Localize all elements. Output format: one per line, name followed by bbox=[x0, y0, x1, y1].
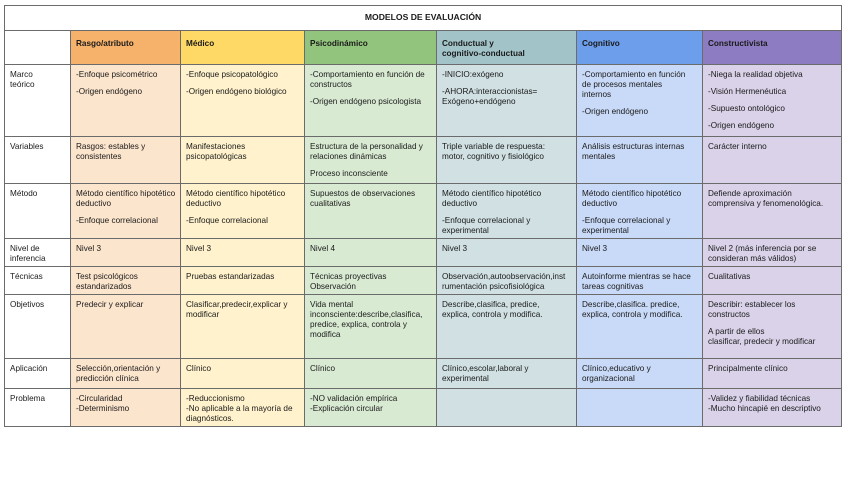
cell-psicodinamico bbox=[305, 295, 437, 359]
cell-cognitivo bbox=[577, 389, 703, 427]
line-gap bbox=[310, 162, 432, 169]
cell-text: Defiende aproximación comprensiva y fenomenológica. bbox=[708, 189, 824, 208]
table-row bbox=[5, 65, 842, 137]
column-header-conductual bbox=[437, 31, 577, 65]
cell-constructivista bbox=[703, 359, 842, 389]
row-label-text: Objetivos bbox=[10, 300, 45, 309]
cell-text: Método científico hipotético deductivo bbox=[582, 189, 682, 208]
cell-text: Clínico bbox=[310, 364, 336, 373]
cell-text: Método científico hipotético deductivo bbox=[76, 189, 176, 208]
row-label bbox=[5, 184, 71, 239]
cell-text: Observación,autoobservación,inst rumentación psicofisiológica bbox=[442, 272, 566, 291]
cell-constructivista bbox=[703, 239, 842, 267]
column-header-label: Psicodinámico bbox=[310, 39, 368, 48]
column-header-blank bbox=[5, 31, 71, 65]
row-label-text: Aplicación bbox=[10, 364, 48, 373]
column-header-label: Médico bbox=[186, 39, 215, 48]
cell-text: -Enfoque psicométrico bbox=[76, 70, 158, 79]
cell-rasgo-atributo bbox=[71, 239, 181, 267]
cell-text: -Niega la realidad objetiva bbox=[708, 70, 803, 79]
cell-constructivista bbox=[703, 267, 842, 295]
cell-rasgo-atributo bbox=[71, 267, 181, 295]
row-label-text: Variables bbox=[10, 142, 44, 151]
cell-text: Nivel 3 bbox=[442, 244, 468, 253]
line-gap bbox=[582, 394, 698, 401]
cell-medico bbox=[181, 359, 305, 389]
table-body bbox=[5, 65, 842, 427]
cell-text: Proceso inconsciente bbox=[310, 169, 388, 178]
line-gap bbox=[442, 209, 572, 216]
cell-text: Describir: establecer los constructos bbox=[708, 300, 796, 319]
cell-conductual bbox=[437, 65, 577, 137]
cell-text: Vida mental inconsciente:describe,clasifica, predice, explica, controla y modifica bbox=[310, 300, 423, 339]
line-gap bbox=[186, 209, 300, 216]
cell-conductual bbox=[437, 137, 577, 184]
line-gap bbox=[582, 209, 698, 216]
cell-rasgo-atributo bbox=[71, 137, 181, 184]
cell-text: -Origen endógeno bbox=[582, 107, 649, 116]
cell-text: -Origen endógeno psicologista bbox=[310, 97, 422, 106]
cell-rasgo-atributo bbox=[71, 184, 181, 239]
cell-text: -AHORA:interaccionistas= Exógeno+endógeno bbox=[442, 87, 538, 106]
cell-text: -Enfoque correlacional bbox=[186, 216, 268, 225]
cell-text: -Origen endógeno biológico bbox=[186, 87, 287, 96]
cell-psicodinamico bbox=[305, 239, 437, 267]
cell-constructivista bbox=[703, 65, 842, 137]
table-title: MODELOS DE EVALUACIÓN bbox=[5, 6, 842, 31]
cell-text: -Circularidad -Determinismo bbox=[76, 394, 130, 413]
cell-text: Manifestaciones psicopatológicas bbox=[186, 142, 247, 161]
row-label bbox=[5, 137, 71, 184]
row-label bbox=[5, 359, 71, 389]
cell-text: -Comportamiento en función de constructos bbox=[310, 70, 425, 89]
table-row bbox=[5, 137, 842, 184]
cell-psicodinamico bbox=[305, 359, 437, 389]
cell-text: Principalmente clínico bbox=[708, 364, 788, 373]
cell-medico bbox=[181, 65, 305, 137]
table-row bbox=[5, 389, 842, 427]
evaluation-models-sheet bbox=[4, 5, 841, 427]
cell-rasgo-atributo bbox=[71, 65, 181, 137]
cell-psicodinamico bbox=[305, 65, 437, 137]
line-gap bbox=[310, 90, 432, 97]
cell-text: Nivel 4 bbox=[310, 244, 336, 253]
cell-text: Clínico,escolar,laboral y experimental bbox=[442, 364, 529, 383]
cell-constructivista bbox=[703, 389, 842, 427]
row-label bbox=[5, 65, 71, 137]
cell-conductual bbox=[437, 389, 577, 427]
column-header-label: Constructivista bbox=[708, 39, 768, 48]
cell-text: Método científico hipotético deductivo bbox=[186, 189, 286, 208]
cell-rasgo-atributo bbox=[71, 295, 181, 359]
cell-constructivista bbox=[703, 137, 842, 184]
cell-text: -NO validación empírica -Explicación circular bbox=[310, 394, 398, 413]
cell-constructivista bbox=[703, 295, 842, 359]
cell-text: -Enfoque correlacional y experimental bbox=[582, 216, 671, 235]
row-label bbox=[5, 267, 71, 295]
row-label-text: Método bbox=[10, 189, 38, 198]
column-header-label: Rasgo/atributo bbox=[76, 39, 134, 48]
cell-text: Clínico bbox=[186, 364, 212, 373]
cell-text: Autoinforme mientras se hace tareas cognitivas bbox=[582, 272, 691, 291]
cell-cognitivo bbox=[577, 267, 703, 295]
cell-text: Pruebas estandarizadas bbox=[186, 272, 275, 281]
row-label bbox=[5, 239, 71, 267]
line-gap bbox=[708, 320, 837, 327]
cell-medico bbox=[181, 267, 305, 295]
cell-text: Nivel 3 bbox=[76, 244, 102, 253]
cell-cognitivo bbox=[577, 359, 703, 389]
cell-text: Carácter interno bbox=[708, 142, 767, 151]
line-gap bbox=[708, 80, 837, 87]
cell-text: Estructura de la personalidad y relaciones dinámicas bbox=[310, 142, 423, 161]
cell-medico bbox=[181, 295, 305, 359]
cell-text: -Validez y fiabilidad técnicas -Mucho hincapié en descriptivo bbox=[708, 394, 821, 413]
row-label-text: Marco teórico bbox=[10, 70, 35, 89]
cell-constructivista bbox=[703, 184, 842, 239]
cell-text: Test psicológicos estandarizados bbox=[76, 272, 138, 291]
table-row bbox=[5, 267, 842, 295]
line-gap bbox=[708, 97, 837, 104]
cell-text: Selección,orientación y predicción clínica bbox=[76, 364, 161, 383]
table-row bbox=[5, 359, 842, 389]
cell-text: Método científico hipotético deductivo bbox=[442, 189, 542, 208]
table-row bbox=[5, 295, 842, 359]
cell-text: Cualitativas bbox=[708, 272, 751, 281]
line-gap bbox=[582, 100, 698, 107]
cell-text: Nivel 3 bbox=[186, 244, 212, 253]
models-table bbox=[4, 5, 842, 427]
column-header-psicodinamico bbox=[305, 31, 437, 65]
cell-text: -Origen endógeno bbox=[708, 121, 775, 130]
row-label-text: Nivel de inferencia bbox=[10, 244, 46, 263]
line-gap bbox=[442, 80, 572, 87]
cell-rasgo-atributo bbox=[71, 389, 181, 427]
cell-text: -INICIO:exógeno bbox=[442, 70, 504, 79]
cell-conductual bbox=[437, 239, 577, 267]
column-header-label: Cognitivo bbox=[582, 39, 620, 48]
cell-psicodinamico bbox=[305, 137, 437, 184]
cell-cognitivo bbox=[577, 239, 703, 267]
column-header-cognitivo bbox=[577, 31, 703, 65]
cell-text: Supuestos de observaciones cualitativas bbox=[310, 189, 416, 208]
cell-psicodinamico bbox=[305, 389, 437, 427]
cell-text: Triple variable de respuesta: motor, cognitivo y fisiológico bbox=[442, 142, 546, 161]
cell-medico bbox=[181, 239, 305, 267]
cell-conductual bbox=[437, 267, 577, 295]
column-header-medico bbox=[181, 31, 305, 65]
cell-rasgo-atributo bbox=[71, 359, 181, 389]
cell-conductual bbox=[437, 359, 577, 389]
column-header-constructivista bbox=[703, 31, 842, 65]
cell-text: Predecir y explicar bbox=[76, 300, 144, 309]
cell-text: Rasgos: estables y consistentes bbox=[76, 142, 146, 161]
cell-cognitivo bbox=[577, 137, 703, 184]
cell-text: Clasificar,predecir,explicar y modificar bbox=[186, 300, 288, 319]
row-label bbox=[5, 389, 71, 427]
cell-medico bbox=[181, 389, 305, 427]
line-gap bbox=[708, 114, 837, 121]
table-row bbox=[5, 239, 842, 267]
column-header-rasgo-atributo bbox=[71, 31, 181, 65]
cell-text: Análisis estructuras internas mentales bbox=[582, 142, 685, 161]
cell-text: -Enfoque psicopatológico bbox=[186, 70, 278, 79]
cell-cognitivo bbox=[577, 65, 703, 137]
line-gap bbox=[76, 80, 176, 87]
cell-cognitivo bbox=[577, 295, 703, 359]
line-gap bbox=[76, 209, 176, 216]
line-gap bbox=[442, 394, 572, 401]
cell-text: -Comportamiento en función de procesos mentales internos bbox=[582, 70, 686, 99]
cell-text: -Enfoque correlacional y experimental bbox=[442, 216, 531, 235]
cell-text: -Reduccionismo -No aplicable a la mayoría de diagnósticos. bbox=[186, 394, 293, 423]
cell-text: -Enfoque correlacional bbox=[76, 216, 158, 225]
cell-psicodinamico bbox=[305, 267, 437, 295]
cell-text: Clínico,educativo y organizacional bbox=[582, 364, 651, 383]
cell-text: -Origen endógeno bbox=[76, 87, 143, 96]
column-header-row bbox=[5, 31, 842, 65]
cell-text: Describe,clasifica, predice, explica, controla y modifica. bbox=[442, 300, 543, 319]
cell-cognitivo bbox=[577, 184, 703, 239]
cell-conductual bbox=[437, 295, 577, 359]
cell-text: Nivel 3 bbox=[582, 244, 608, 253]
cell-medico bbox=[181, 184, 305, 239]
cell-psicodinamico bbox=[305, 184, 437, 239]
cell-text: A partir de ellos clasificar, predecir y modificar bbox=[708, 327, 816, 346]
cell-conductual bbox=[437, 184, 577, 239]
cell-medico bbox=[181, 137, 305, 184]
row-label-text: Problema bbox=[10, 394, 46, 403]
row-label bbox=[5, 295, 71, 359]
cell-text: -Supuesto ontológico bbox=[708, 104, 785, 113]
line-gap bbox=[186, 80, 300, 87]
column-header-label: Conductual y cognitivo-conductual bbox=[442, 39, 525, 58]
table-row bbox=[5, 184, 842, 239]
cell-text: Técnicas proyectivas Observación bbox=[310, 272, 387, 291]
cell-text: Describe,clasifica. predice, explica, controla y modifica. bbox=[582, 300, 683, 319]
cell-text: -Visión Hermenéutica bbox=[708, 87, 787, 96]
row-label-text: Técnicas bbox=[10, 272, 43, 281]
cell-text: Nivel 2 (más inferencia por se consideran más válidos) bbox=[708, 244, 817, 263]
